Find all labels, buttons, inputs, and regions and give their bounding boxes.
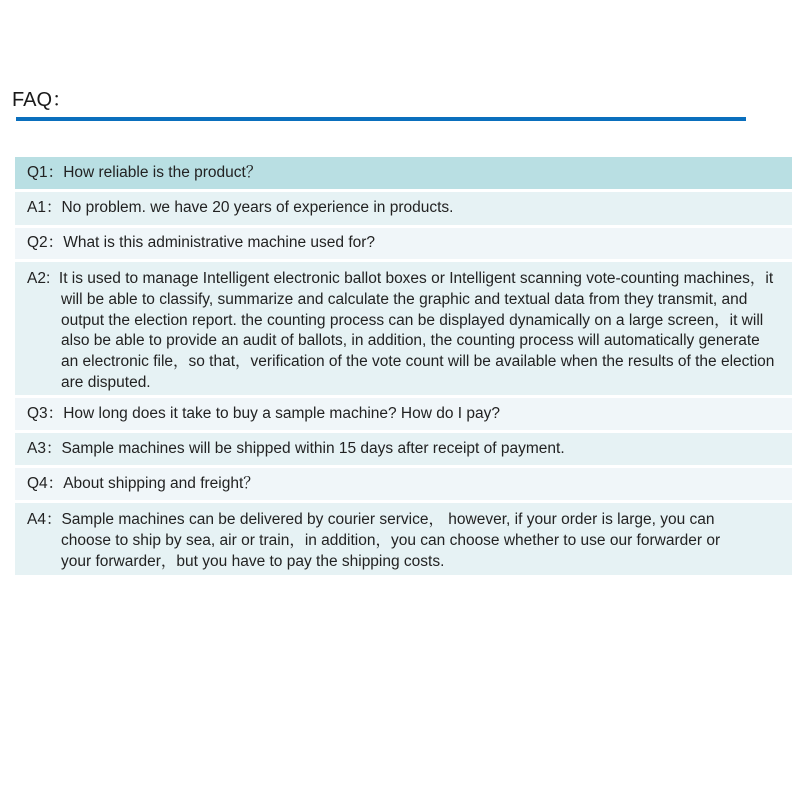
faq-answer-body — [27, 269, 780, 394]
faq-question-4 — [15, 468, 792, 500]
faq-text: What is this administrative machine used for? — [63, 234, 376, 252]
faq-question-2 — [15, 228, 792, 259]
faq-text: About shipping and freight？ — [63, 474, 259, 492]
faq-label: A2: — [27, 270, 59, 287]
page-title: FAQ： — [12, 89, 73, 111]
faq-label: Q4： — [27, 474, 64, 492]
faq-label: A4： — [27, 511, 62, 528]
faq-question-3 — [15, 398, 792, 430]
faq-text: Sample machines can be delivered by courier service， however, if your order is large, you can choose to ship by sea, air or train，in addition，you can choose whether to use our forwarder or your forwarder，but you have to pay the shipping costs. — [61, 511, 721, 570]
faq-label: Q3： — [27, 404, 64, 422]
faq-text: Sample machines will be shipped within 15 days after receipt of payment. — [61, 439, 565, 457]
title-divider — [16, 117, 746, 121]
faq-text: It is used to manage Intelligent electronic ballot boxes or Intelligent scanning vote-counting machines，it will be able to classify, summarize and calculate the graphic and textual data from they transmit, and output the election report. the counting process can be displayed dynamically on a large screen，it will also be able to provide an audit of ballots, in addition, the counting process will automatically generate an electronic file，so that，verification of the vote count will be available when the results of the election are disputed. — [58, 270, 775, 391]
faq-label: A1： — [27, 199, 62, 217]
faq-answer-body — [27, 510, 780, 572]
faq-text: No problem. we have 20 years of experience in products. — [61, 199, 454, 217]
faq-text: How reliable is the product？ — [63, 163, 262, 181]
faq-label: Q2： — [27, 234, 64, 252]
faq-question-1 — [15, 157, 792, 189]
faq-answer-3 — [15, 433, 792, 465]
faq-answer-4 — [15, 503, 792, 575]
faq-label: A3： — [27, 439, 62, 457]
faq-text: How long does it take to buy a sample machine? How do I pay? — [63, 404, 501, 422]
faq-label: Q1： — [27, 163, 64, 181]
faq-answer-2 — [15, 262, 792, 395]
faq-answer-1 — [15, 192, 792, 225]
faq-list — [15, 157, 792, 578]
